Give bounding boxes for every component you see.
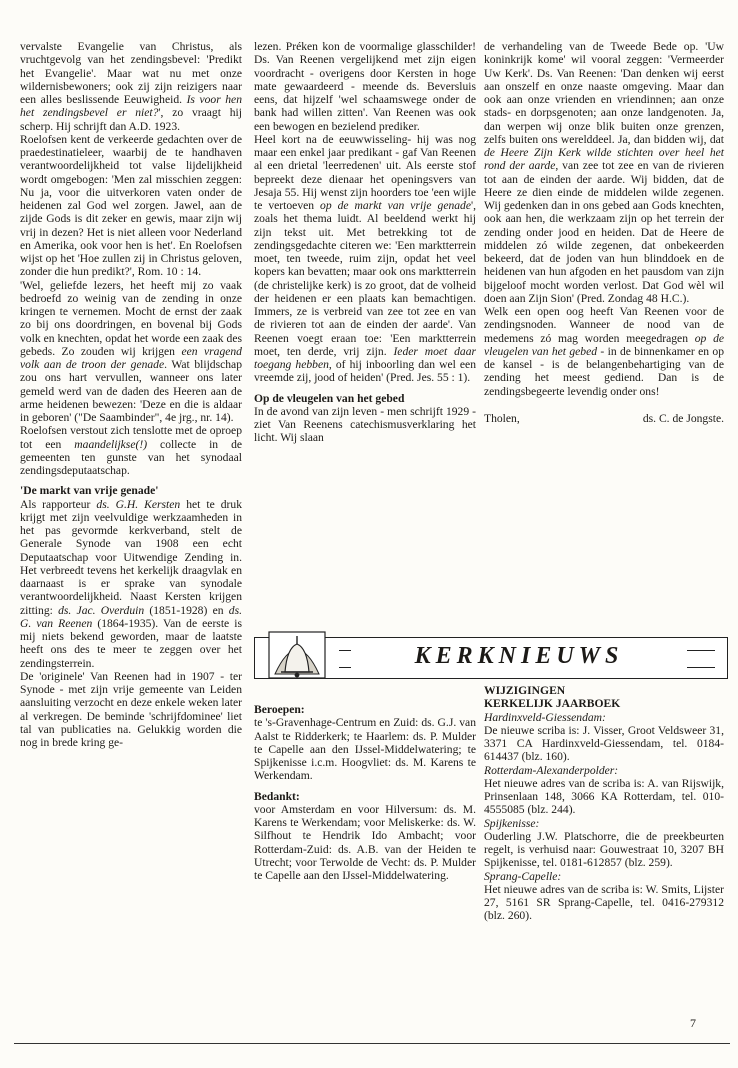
entry-text: Ouderling J.W. Platschorre, die de preekbeurten regelt, is verhuisd naar: Gouwestraat 10, 3207 BH Spijkenisse, tel. 0181-612857 (blz. 259). [484, 829, 724, 870]
kerknieuws-beroepen-bedankt [254, 703, 476, 882]
wijzigingen-heading-2: KERKELIJK JAARBOEK [484, 697, 621, 711]
beroepen-text: te 's-Gravenhage-Centrum en Zuid: ds. G.J. van Aalst te Ridderkerk; te Haarlem: ds. P. Mulder te Capelle aan den IJssel-Middelwatering; te Spijkenisse i.c.m. Hoogvliet: ds. M. Karens te Werkendam. [254, 716, 476, 783]
beroepen-heading: Beroepen: [254, 703, 305, 716]
paragraph: De 'originele' Van Reenen had in 1907 - ter Synode - met zijn vrije gemeente van Leiden aansluiting verzocht en deze enkele weken later al verkregen. De beminde 'schrijfdominee' liet tal van publicaties na. Gelukkig worden die nog in brede kring ge- [20, 669, 242, 749]
paragraph: In de avond van zijn leven - men schrijft 1929 - ziet Van Reenens catechismusverklaring het licht. Wij slaan [254, 404, 476, 445]
subheading: Op de vleugelen van het gebed [254, 391, 405, 405]
article-column-1 [20, 40, 242, 749]
subheading: 'De markt van vrije genade' [20, 484, 159, 498]
wijzigingen-heading-1: WIJZIGINGEN [484, 684, 566, 697]
paragraph: lezen. Préken kon de voormalige glasschilder! Ds. Van Reenen vergelijkend met zijn eigen voordracht - overigens door Kersten in hoge mate gewaardeerd - meende ds. Beversluis eens, dat hijzelf 'wel schaamswege onder de bank had willen zitten'. Van Reenen was ook een bewogen en bezielend prediker. [254, 40, 476, 133]
entry-place: Spijkenisse: [484, 816, 540, 830]
paragraph: Roelofsen verstout zich tenslotte met de oproep tot een maandelijkse(!) collecte in de gemeenten ten gunste van het synodaal zendingsdeputaatschap. [20, 424, 243, 477]
paragraph: vervalste Evangelie van Christus, als vruchtgevolg van het zendingsbevel: 'Predikt het Evangelie'. Maar wat nu met onze wildernisbewoners; ook zij zijn reizigers naar een alles beslissende Eeuwigheid. Is voor hen het zendingsbevel er niet?', zo vraagt hij scherp. Hij schrijft dan A.D. 1923. [20, 40, 242, 133]
article-column-3 [484, 40, 724, 425]
paragraph: 'Wel, geliefde lezers, het heeft mij zo vaak bedroefd zo weinig van de zending in onze kringen te vernemen. Mocht de ernst der zaak zo bij ons doordringen, en bovenal bij Gods volk en knechten, opdat het worde een zaak des gebeds. Zo zouden wij krijgen een vragend volk aan de troon der genade. Wat blijdschap zou ons hart vervullen, wanneer ons later gemeld werd van de daden des Heeren aan de arme heidenen bewezen: 'Deze en die is aldaar in geboren' ("De Saambinder", 4e jrg., nr. 14). [20, 278, 242, 424]
entry-text: De nieuwe scriba is: J. Visser, Groot Veldsweer 31, 3371 CA Hardinxveld-Giessendam, tel. 0184-614437 (blz. 160). [484, 723, 724, 764]
kerknieuws-banner [254, 637, 728, 679]
article-column-2 [254, 40, 476, 445]
kerknieuws-wijzigingen [484, 684, 724, 923]
paragraph: Roelofsen kent de verkeerde gedachten over de praedestinatieleer, waarbij de te handhaven verantwoordelijkheid tot valse lijdelijkheid wordt omgebogen: 'Men zal misschien zeggen: Nu ja, voor die uitverkoren vaten onder de heidenen zal God wel zorgen. Jawel, aan de zijde Gods is dit zeker en gewis, maar zijn wij vrij in dezen? Het is niet alleen voor Nederland en Amerika, ook voor hen is het'. En Roelofsen wijst op het 'Hoe zullen zij in Christus geloven, zonder die hun predikt?', Rom. 10 : 14. [20, 132, 242, 279]
signature-line [484, 412, 724, 425]
entry-place: Hardinxveld-Giessendam: [484, 710, 606, 724]
page-number: 7 [690, 1016, 696, 1030]
paragraph: Als rapporteur ds. G.H. Kersten het te druk krijgt met zijn veelvuldige werkzaamheden in het pas gevormde kerkverband, stelt de Generale Synode van 1908 een echt Deputaatschap voor Uitwendige Zending in. Het verbreedt tevens het kerkelijk draagvlak en daarnaast is er sprake van synodale verantwoordelijkheid. Naast Kersten krijgen zitting: ds. Jac. Overduin (1851-1928) en ds. G. van Reenen (1864-1935). Van de eerste is mij niets bekend geworden, maar de laatste heeft ons des te meer te zeggen over het zendingsterrein. [20, 497, 242, 670]
paragraph: de verhandeling van de Tweede Bede op. 'Uw koninkrijk kome' wil vooral zeggen: 'Vermeerder Uw Kerk'. Ds. Van Reenen: 'Dan denken wij eerst aan onszelf en onze naaste omgeving. Maar dan ook aan onze vrienden en vriendinnen; aan onze stads- en dorpsgenoten; aan onze landgenoten. Ja, dan werpen wij onze blik buiten onze grenzen, zelfs buiten ons werelddeel. Ja, dan bidden wij, dat de Heere Zijn Kerk wilde stichten over heel het rond der aarde, van zee tot zee en van de rivieren tot aan de einden der aarde. Wij bidden, dat de Heere ze dien einde de middelen wilde zegenen. Wij gedenken dan in ons gebed aan Gods knechten, ook aan hen, die werkzaam zijn op het terrein der zending onder jood en heiden. Dat de Heere de middelen zó wilde zegenen, dat onbekeerden bekeerd, dat de joden van hun blinddoek en de heidenen van hun afgoden en het pausdom van zijn bijgeloof mocht worden verlost. Dat God wèl wil doen aan Zijn Sion' (Pred. Zondag 48 H.C.). [484, 40, 724, 305]
bedankt-heading: Bedankt: [254, 789, 300, 803]
entry-place: Rotterdam-Alexanderpolder: [484, 763, 619, 777]
bottom-rule [14, 1043, 730, 1044]
entry-place: Sprang-Capelle: [484, 869, 562, 883]
entry-text: Het nieuwe adres van de scriba is: A. van Rijswijk, Prinsenlaan 148, 3066 KA Rotterdam, tel. 010-4555085 (blz. 244). [484, 776, 724, 817]
banner-title: KERKNIEUWS [351, 641, 687, 671]
paragraph: Heel kort na de eeuwwisseling- hij was nog maar een enkel jaar predikant - gaf Van Reenen al een drietal 'leerredenen' uit. Als eerste stof bepreekt deze dienaar het openingsvers van Jesaja 55. Hij wenst zijn hoorders toe 'een wijle te vertoeven op de markt van vrije genade', zoals het thema luidt. Al beeldend werkt hij zijn tekst uit. Met betrekking tot de zendingsgedachte citeren we: 'Een marktterrein moet, ten tweede, ruim zijn, opdat het veel kopers kan bevatten; maar ook ons marktterrein (de christelijke kerk) is zo groot, dat de volheid der heidenen er een plaats kan bemachtigen. Immers, ze is verbreid van zee tot zee en van de rivieren tot aan de einden der aarde'. Van Reenen voegt eraan toe: 'Een marktterrein moet, ten derde, vrij zijn. Ieder moet daar toegang hebben, of hij inboorling dan wel een vreemde zij, jood of heiden' (Pred. Jes. 55 : 1). [254, 132, 477, 385]
paragraph: Welk een open oog heeft Van Reenen voor de zendingsnoden. Wanneer de nood van de medemens zó mag worden meegedragen op de vleugelen van het gebed - in de binnenkamer en op de kansel - is de belangenbehartiging van de zending het meest gediend. Dan is de zendingsbegeerte levendig onder ons! [484, 305, 725, 398]
sign-author: ds. C. de Jongste. [642, 411, 724, 425]
sign-place: Tholen, [484, 411, 520, 425]
church-bell-icon [267, 626, 327, 684]
bedankt-text: voor Amsterdam en voor Hilversum: ds. M. Karens te Werkendam; voor Meliskerke: ds. W. Silfhout te Hendrik Ido Ambacht; voor Rotterdam-Zuid: ds. A.B. van der Heiden te Utrecht; voor Terwolde de Vecht: ds. P. Mulder te Capelle aan den IJssel-Middelwatering. [254, 802, 476, 882]
entry-text: Het nieuwe adres van de scriba is: W. Smits, Lijster 27, 5161 SR Sprang-Capelle, tel. 0416-279312 (blz. 260). [484, 882, 724, 923]
